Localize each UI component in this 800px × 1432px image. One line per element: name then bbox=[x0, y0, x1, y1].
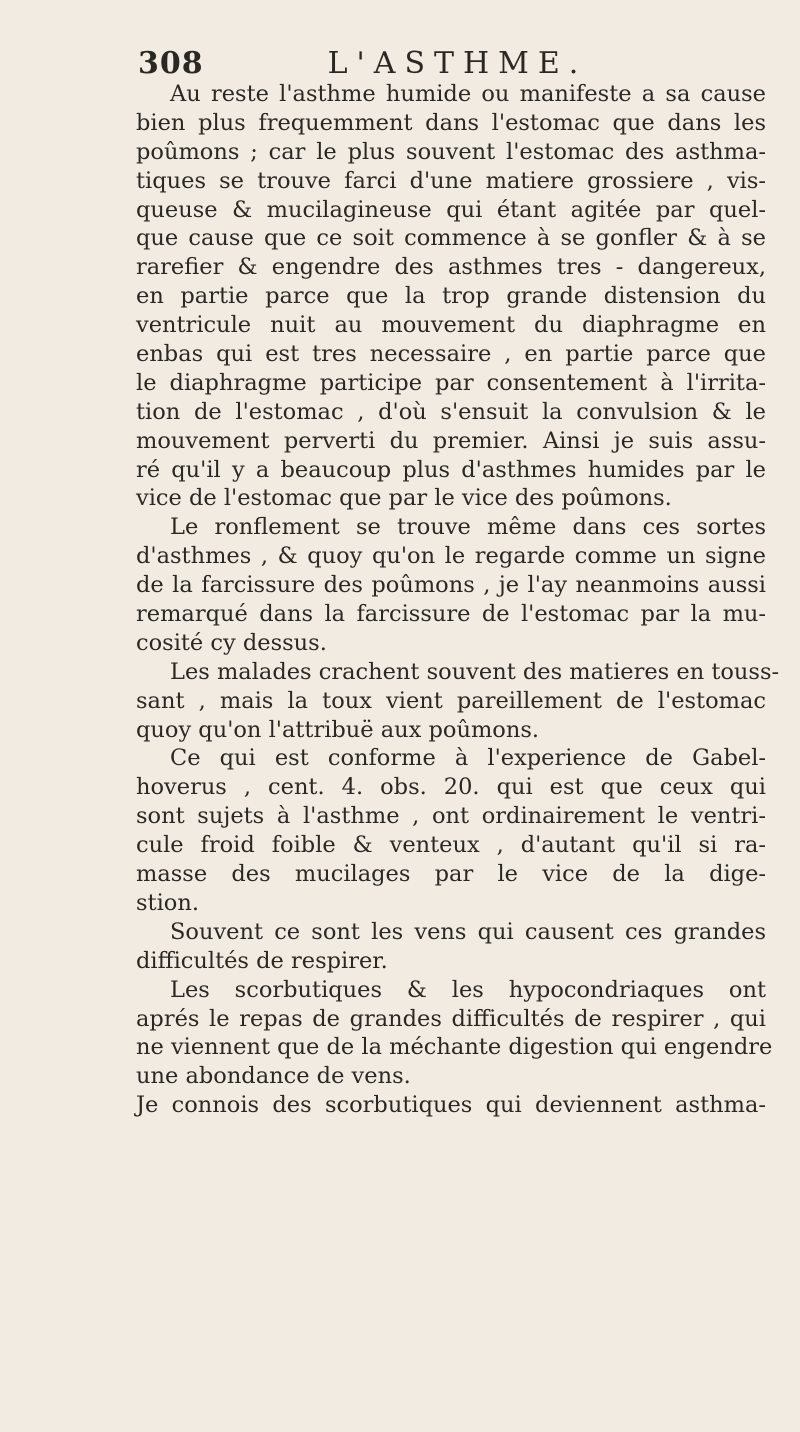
text-line: de la farcissure des poûmons , je l'ay neanmoins aussi bbox=[136, 572, 766, 599]
text-line: aprés le repas de grandes difficultés de respirer , qui bbox=[136, 1005, 766, 1032]
text-line: Ce qui est conforme à l'experience de Gabel- bbox=[170, 745, 766, 772]
text-line: queuse & mucilagineuse qui étant agitée par quel- bbox=[136, 196, 766, 223]
text-line: cule froid foible & venteux , d'autant qu'il si ra- bbox=[136, 832, 766, 859]
text-line: mouvement perverti du premier. Ainsi je suis assu- bbox=[136, 427, 766, 454]
text-line: cosité cy dessus. bbox=[136, 629, 327, 656]
text-line: vice de l'estomac que par le vice des poûmons. bbox=[136, 485, 672, 512]
text-line: ventricule nuit au mouvement du diaphragme en bbox=[136, 312, 766, 339]
text-line: difficultés de respirer. bbox=[136, 947, 388, 974]
text-line: stion. bbox=[136, 889, 199, 916]
running-title: L'ASTHME. bbox=[327, 46, 588, 81]
text-line: bien plus frequemment dans l'estomac que dans les bbox=[136, 109, 766, 136]
text-line: le diaphragme participe par consentement à l'irrita- bbox=[136, 369, 766, 396]
page-body-text bbox=[136, 80, 780, 1120]
text-line: Souvent ce sont les vens qui causent ces grandes bbox=[170, 918, 766, 945]
text-line: Au reste l'asthme humide ou manifeste a sa cause bbox=[170, 81, 766, 107]
text-line: en partie parce que la trop grande distension du bbox=[136, 283, 766, 310]
text-line: tiques se trouve farci d'une matiere grossiere , vis- bbox=[136, 167, 766, 194]
page-number: 308 bbox=[138, 46, 204, 81]
text-line: rarefier & engendre des asthmes tres - dangereux, bbox=[136, 254, 766, 281]
text-line: poûmons ; car le plus souvent l'estomac des asthma- bbox=[136, 138, 766, 165]
text-line: ne viennent que de la méchante digestion qui engendre bbox=[136, 1034, 773, 1061]
text-line: hoverus , cent. 4. obs. 20. qui est que ceux qui bbox=[136, 774, 766, 801]
text-line: une abondance de vens. bbox=[136, 1063, 411, 1090]
text-line: Le ronflement se trouve même dans ces sortes bbox=[170, 514, 766, 541]
text-line: masse des mucilages par le vice de la dige- bbox=[136, 861, 766, 888]
text-line: Je connois des scorbutiques qui deviennent asthma- bbox=[136, 1092, 766, 1119]
text-line: tion de l'estomac , d'où s'ensuit la convulsion & le bbox=[136, 398, 766, 425]
text-line: que cause que ce soit commence à se gonfler & à se bbox=[136, 225, 766, 252]
text-line: ré qu'il y a beaucoup plus d'asthmes humides par le bbox=[136, 456, 766, 483]
text-line: sont sujets à l'asthme , ont ordinairement le ventri- bbox=[136, 803, 766, 830]
text-line: d'asthmes , & quoy qu'on le regarde comme un signe bbox=[136, 543, 766, 570]
text-line: remarqué dans la farcissure de l'estomac par la mu- bbox=[136, 601, 766, 628]
text-line: enbas qui est tres necessaire , en partie parce que bbox=[136, 341, 766, 368]
text-line: quoy qu'on l'attribuë aux poûmons. bbox=[136, 716, 540, 743]
text-line: Les scorbutiques & les hypocondriaques ont bbox=[170, 976, 766, 1003]
text-line: Les malades crachent souvent des matieres en touss- bbox=[170, 658, 780, 685]
page-header bbox=[138, 46, 760, 81]
text-line: sant , mais la toux vient pareillement de l'estomac bbox=[136, 687, 766, 714]
